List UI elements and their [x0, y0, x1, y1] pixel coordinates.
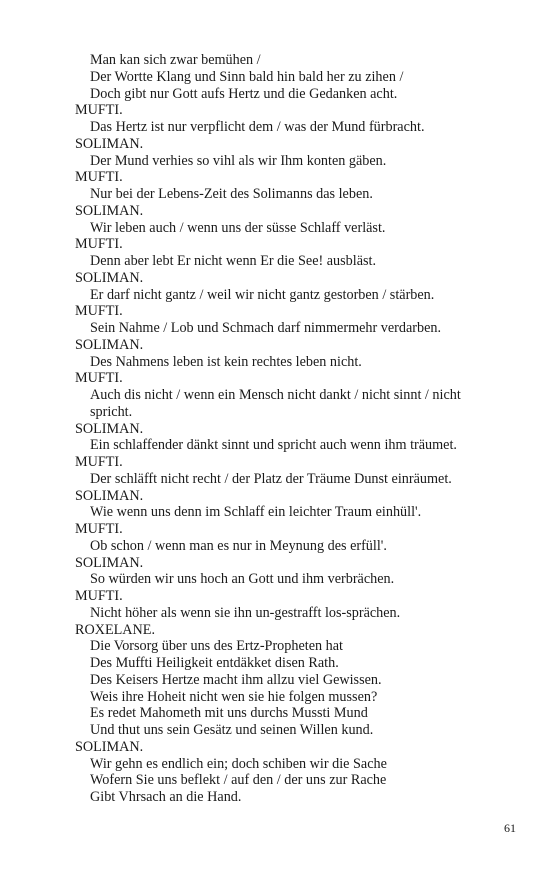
- speaker-name: SOLIMAN.: [75, 269, 144, 286]
- verse-line: Der Mund verhies so vihl als wir Ihm konten gäben.: [90, 152, 387, 169]
- verse-line: Es redet Mahometh mit uns durchs Mussti Mund: [90, 705, 368, 722]
- verse-line: Wir leben auch / wenn uns der süsse Schlaff verläst.: [90, 219, 386, 236]
- verse-line: Und thut uns sein Gesätz und seinen Willen kund.: [90, 722, 374, 738]
- verse-line: Sein Nahme / Lob und Schmach darf nimmermehr verdarben.: [90, 320, 442, 336]
- verse-line: Wofern Sie uns beflekt / auf den / der uns zur Rache: [90, 772, 387, 789]
- verse-line: Des Keisers Hertze macht ihm allzu viel Gewissen.: [90, 671, 382, 688]
- speaker-name: SOLIMAN.: [75, 738, 144, 755]
- speaker-name: SOLIMAN.: [75, 135, 144, 152]
- speaker-name: ROXELANE.: [75, 621, 155, 638]
- verse-line: Doch gibt nur Gott aufs Hertz und die Gedanken acht.: [90, 85, 398, 102]
- speaker-name: MUFTI.: [75, 588, 123, 604]
- verse-line: spricht.: [90, 403, 133, 420]
- play-text-block: [75, 52, 515, 806]
- verse-line: Der schläfft nicht recht / der Platz der Träume Dunst einräumet.: [90, 470, 452, 487]
- verse-line: Auch dis nicht / wenn ein Mensch nicht dankt / nicht sinnt / nicht: [90, 387, 461, 403]
- speaker-name: MUFTI.: [75, 236, 123, 253]
- verse-line: Ein schlaffender dänkt sinnt und spricht auch wenn ihm träumet.: [90, 437, 457, 454]
- page-number: 61: [504, 821, 516, 835]
- verse-line: Ob schon / wenn man es nur in Meynung des erfüll'.: [90, 537, 387, 554]
- speaker-name: MUFTI.: [75, 169, 123, 186]
- speaker-name: SOLIMAN.: [75, 202, 144, 219]
- verse-line: Nicht höher als wenn sie ihn un-gestrafft los-sprächen.: [90, 604, 401, 621]
- speaker-name: SOLIMAN.: [75, 487, 144, 504]
- verse-line: Wir gehn es endlich ein; doch schiben wir die Sache: [90, 755, 387, 772]
- verse-line: Wie wenn uns denn im Schlaff ein leichter Traum einhüll'.: [90, 504, 422, 521]
- verse-line: Gibt Vhrsach an die Hand.: [90, 789, 242, 805]
- verse-line: Das Hertz ist nur verpflicht dem / was der Mund fürbracht.: [90, 119, 425, 135]
- verse-line: Des Muffti Heiligkeit entdäkket disen Rath.: [90, 655, 339, 671]
- speaker-name: MUFTI.: [75, 454, 123, 470]
- speaker-name: MUFTI.: [75, 370, 123, 387]
- speaker-name: MUFTI.: [75, 303, 123, 320]
- verse-line: Weis ihre Hoheit nicht wen sie hie folgen mussen?: [90, 688, 378, 705]
- speaker-name: SOLIMAN.: [75, 336, 144, 353]
- verse-line: Man kan sich zwar bemühen /: [90, 52, 261, 68]
- speaker-name: MUFTI.: [75, 102, 123, 119]
- speaker-name: SOLIMAN.: [75, 420, 144, 437]
- speaker-name: MUFTI.: [75, 521, 123, 537]
- verse-line: Denn aber lebt Er nicht wenn Er die See! ausbläst.: [90, 253, 377, 269]
- verse-line: So würden wir uns hoch an Gott und ihm verbrächen.: [90, 571, 395, 588]
- verse-line: Er darf nicht gantz / weil wir nicht gantz gestorben / stärben.: [90, 286, 435, 303]
- verse-line: Die Vorsorg über uns des Ertz-Propheten hat: [90, 638, 343, 655]
- verse-line: Des Nahmens leben ist kein rechtes leben nicht.: [90, 353, 362, 370]
- verse-line: Nur bei der Lebens-Zeit des Solimanns das leben.: [90, 186, 373, 202]
- speaker-name: SOLIMAN.: [75, 554, 144, 571]
- verse-line: Der Wortte Klang und Sinn bald hin bald her zu zihen /: [90, 68, 404, 85]
